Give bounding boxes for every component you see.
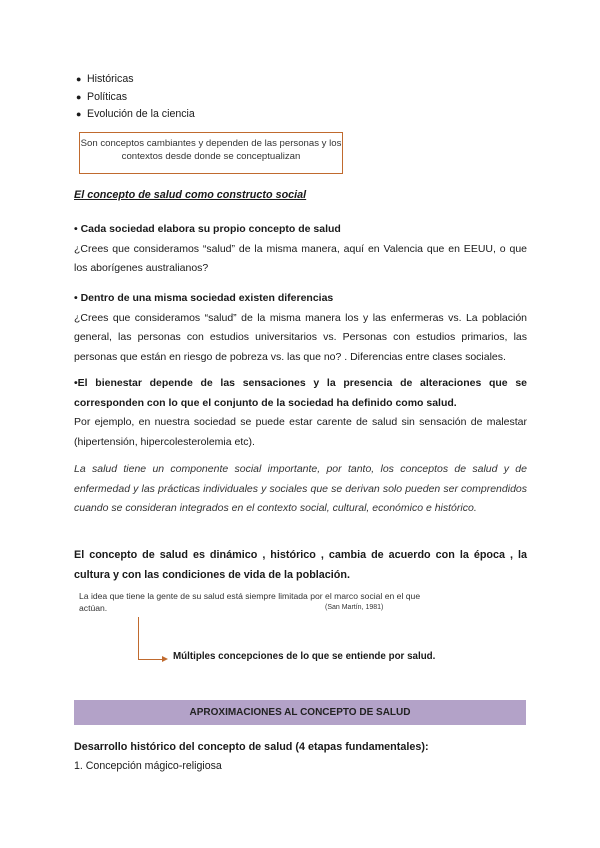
list-item: ● Evolución de la ciencia xyxy=(76,106,376,124)
quote-text: La idea que tiene la gente de su salud está siempre limitada por el marco social en el que actúan. xyxy=(79,591,421,613)
note-box: Son conceptos cambiantes y dependen de las personas y los contextos desde donde se conceptualizan xyxy=(79,132,343,174)
block-2-heading: • Dentro de una misma sociedad existen diferencias xyxy=(74,292,334,304)
list-item: ● Históricas xyxy=(76,71,376,89)
paragraph-block-2 xyxy=(74,289,527,367)
numbered-item: 1. Concepción mágico-religiosa xyxy=(74,760,222,772)
arrow-caption: Múltiples concepciones de lo que se entiende por salud. xyxy=(173,651,436,662)
quote-citation: (San Martín, 1981) xyxy=(325,604,384,611)
block-3-heading: •El bienestar depende de las sensaciones y la presencia de alteraciones que se corresponden con lo que el conjunto de la sociedad ha definido como salud. xyxy=(74,377,527,409)
dynamic-paragraph: El concepto de salud es dinámico , histórico , cambia de acuerdo con la época , la cultura y con las condiciones de vida de la población. xyxy=(74,549,527,581)
paragraph-block-1 xyxy=(74,220,527,279)
arrow-line-horizontal xyxy=(138,659,163,660)
bullet-icon: ● xyxy=(76,109,82,119)
section-heading: El concepto de salud como constructo social xyxy=(74,189,307,201)
arrow-line-vertical xyxy=(138,617,139,660)
paragraph-block-3 xyxy=(74,374,527,452)
arrow-right-icon xyxy=(162,656,168,662)
block-3-text: Por ejemplo, en nuestra sociedad se puede estar carente de salud sin sensación de malestar (hipertensión, hipercolesterolemia etc). xyxy=(74,416,527,448)
bullet-icon: ● xyxy=(76,91,82,102)
section-banner: APROXIMACIONES AL CONCEPTO DE SALUD xyxy=(74,700,526,725)
list-item: ● Políticas xyxy=(76,89,376,107)
block-1-text: ¿Crees que consideramos “salud” de la misma manera, aquí en Valencia que en EEUU, o que los aborígenes australianos? xyxy=(74,242,527,274)
bullet-list xyxy=(76,71,376,124)
bullet-icon: ● xyxy=(76,74,82,84)
quote-block xyxy=(79,590,435,614)
history-title: Desarrollo histórico del concepto de salud (4 etapas fundamentales): xyxy=(74,741,429,753)
italic-paragraph: La salud tiene un componente social importante, por tanto, los conceptos de salud y de enfermedad y las prácticas individuales y sociales que se derivan solo pueden ser comprendidos cuando se consideran integrados en el contexto social, cultural, económico e histórico. xyxy=(74,463,527,514)
block-2-text: ¿Crees que consideramos “salud” de la misma manera los y las enfermeras vs. La población general, las personas con estudios universitarios vs. Personas con estudios primarios, las personas que están en riesgo de pobreza vs. las que no? . Diferencias entre clases sociales. xyxy=(74,311,527,363)
block-1-heading: • Cada sociedad elabora su propio concepto de salud xyxy=(74,223,341,235)
